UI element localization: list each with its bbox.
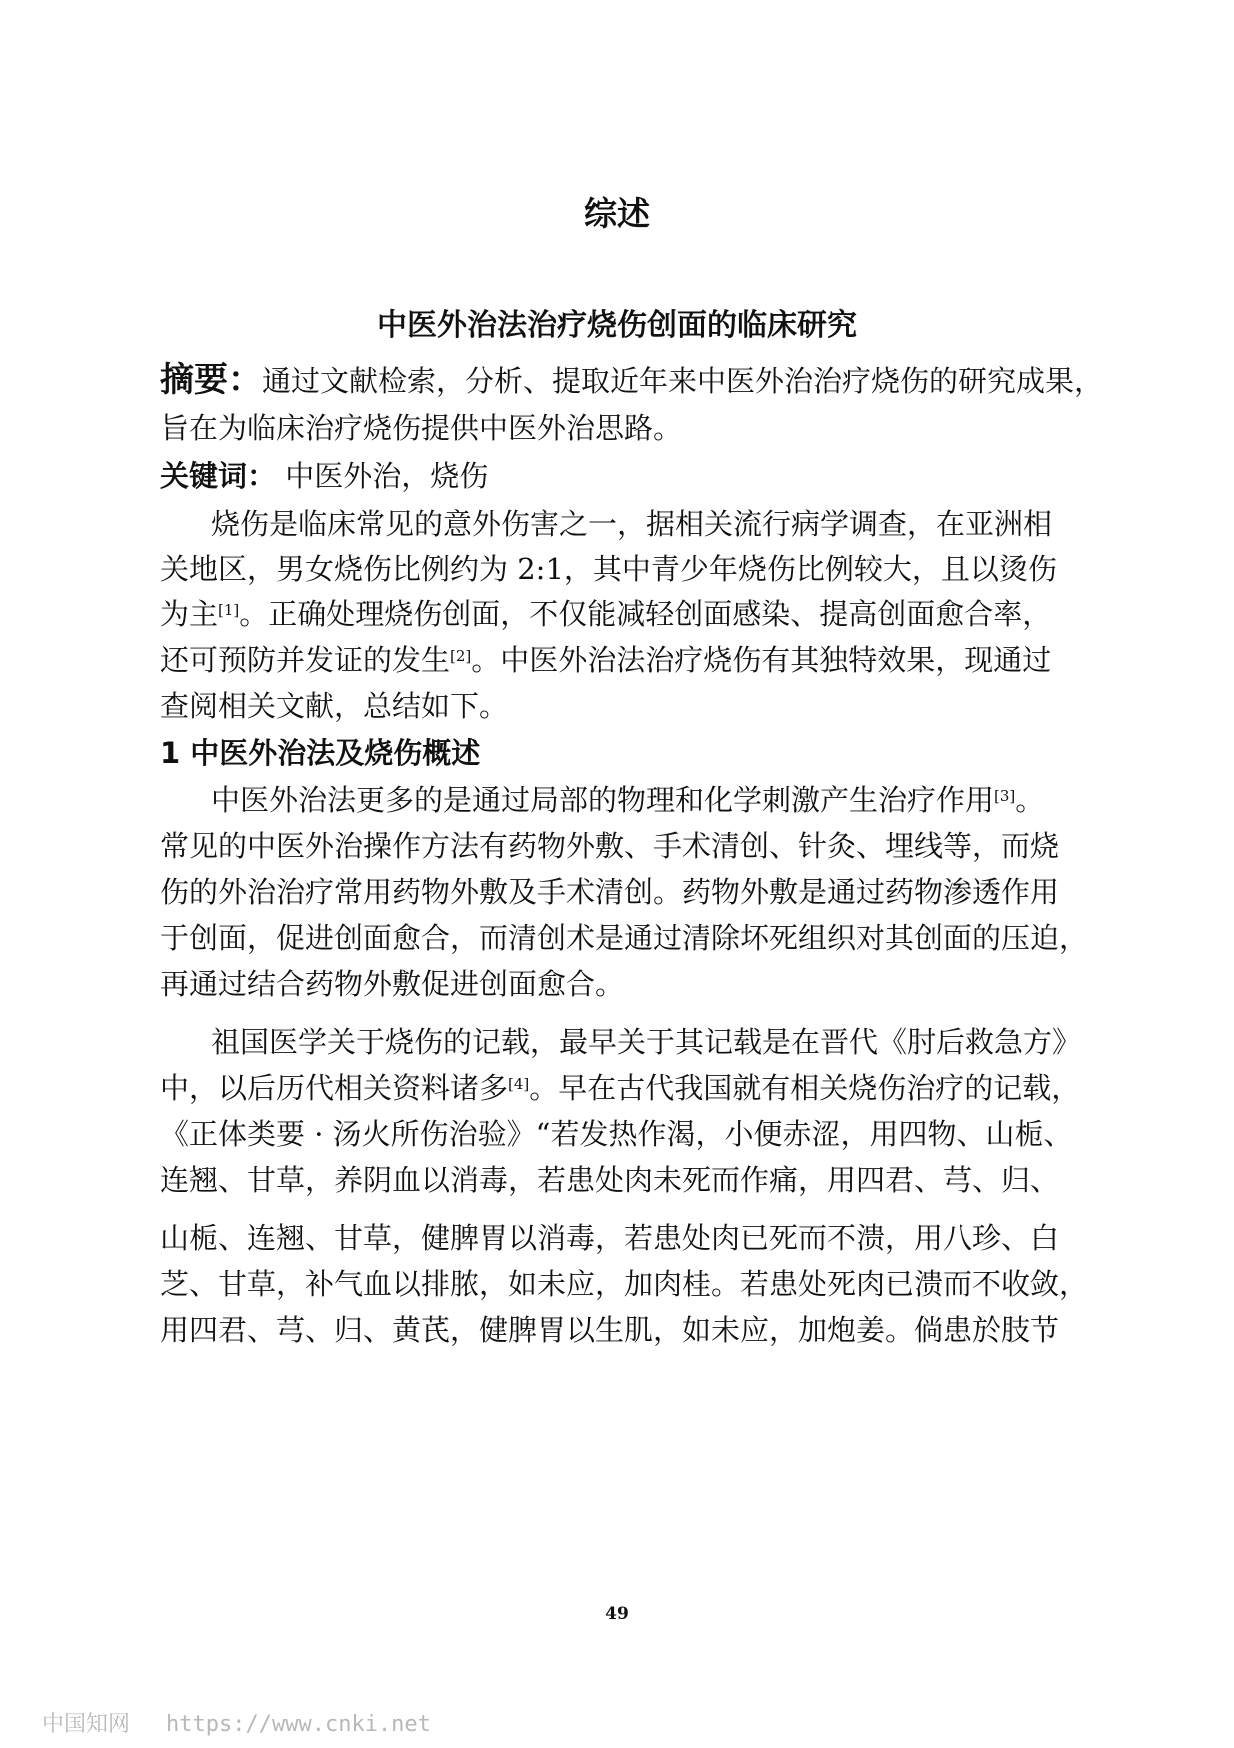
intro-text-3b: 。正确处理烧伤创面，不仅能减轻创面感染、提高创面愈合率， [239,597,1052,631]
s1-p1-line-2: 常见的中医外治操作方法有药物外敷、手术清创、针灸、埋线等，而烧 [160,829,1060,863]
page-number: 49 [605,1604,629,1624]
s1-p2-line-7: 用四君、芎、归、黄芪，健脾胃以生肌，如未应，加炮姜。倘患於肢节 [160,1313,1060,1347]
s1-p1-line-1 [211,780,1234,820]
s1-p1-line-3: 伤的外治治疗常用药物外敷及手术清创。药物外敷是通过药物渗透作用 [160,875,1060,909]
s1-p2-text-2a: 中，以后历代相关资料诸多 [160,1071,509,1105]
section-heading: 综述 [584,194,650,233]
s1-p1-text-1a: 中医外治法更多的是通过局部的物理和化学刺激产生治疗作用 [211,783,995,817]
s1-p2-line-6: 芝、甘草，补气血以排脓，如未应，加肉桂。若患处死肉已溃而不收敛， [160,1267,1089,1301]
keywords-label: 关键词： [160,459,277,493]
intro-line-3 [160,594,1234,634]
keywords-line [160,456,1234,496]
s1-p2-line-5: 山栀、连翘、甘草，健脾胃以消毒，若患处肉已死而不溃，用八珍、白 [160,1221,1060,1255]
watermark-url: https://www.cnki.net [166,1712,431,1737]
intro-text-4b: 。中医外治法治疗烧伤有其独特效果，现通过 [471,643,1052,677]
citation-3: [3] [994,787,1016,805]
intro-line-1: 烧伤是临床常见的意外伤害之一，据相关流行病学调查，在亚洲相 [211,507,1053,541]
intro-line-2: 关地区，男女烧伤比例约为 2:1，其中青少年烧伤比例较大，且以烫伤 [160,552,1057,586]
s1-p2-text-2b: 。早在古代我国就有相关烧伤治疗的记载， [529,1071,1081,1105]
s1-p1-line-4: 于创面，促进创面愈合，而清创术是通过清除坏死组织对其创面的压迫， [160,921,1089,955]
cnki-watermark [42,1707,431,1738]
s1-p2-line-4: 连翘、甘草，养阴血以消毒，若患处肉未死而作痛，用四君、芎、归、 [160,1163,1060,1197]
citation-4: [4] [508,1075,530,1093]
abstract-text-1: 通过文献检索，分析、提取近年来中医外治治疗烧伤的研究成果， [262,364,1104,398]
citation-2: [2] [450,647,472,665]
section-1-heading: 1 中医外治法及烧伤概述 [160,736,481,770]
watermark-site: 中国知网 [42,1712,131,1737]
intro-line-5: 查阅相关文献，总结如下。 [160,689,509,723]
abstract-label: 摘要： [160,360,262,400]
intro-line-4 [160,640,1234,680]
s1-p1-text-1b: 。 [1015,783,1045,817]
s1-p2-line-1: 祖国医学关于烧伤的记载，最早关于其记载是在晋代《肘后救急方》 [211,1025,1082,1059]
s1-p2-line-2 [160,1068,1234,1108]
abstract-line-1 [160,360,1234,401]
s1-p2-line-3: 《正体类要 · 汤火所伤治验》“若发热作渴，小便赤涩，用四物、山栀、 [160,1117,1073,1151]
keywords-text: 中医外治，烧伤 [276,459,489,493]
intro-text-3a: 为主 [160,597,219,631]
abstract-line-2: 旨在为临床治疗烧伤提供中医外治思路。 [160,411,683,445]
citation-1: [1] [218,601,240,619]
article-title: 中医外治法治疗烧伤创面的临床研究 [377,308,857,343]
intro-text-4a: 还可预防并发证的发生 [160,643,451,677]
s1-p1-line-5: 再通过结合药物外敷促进创面愈合。 [160,967,625,1001]
